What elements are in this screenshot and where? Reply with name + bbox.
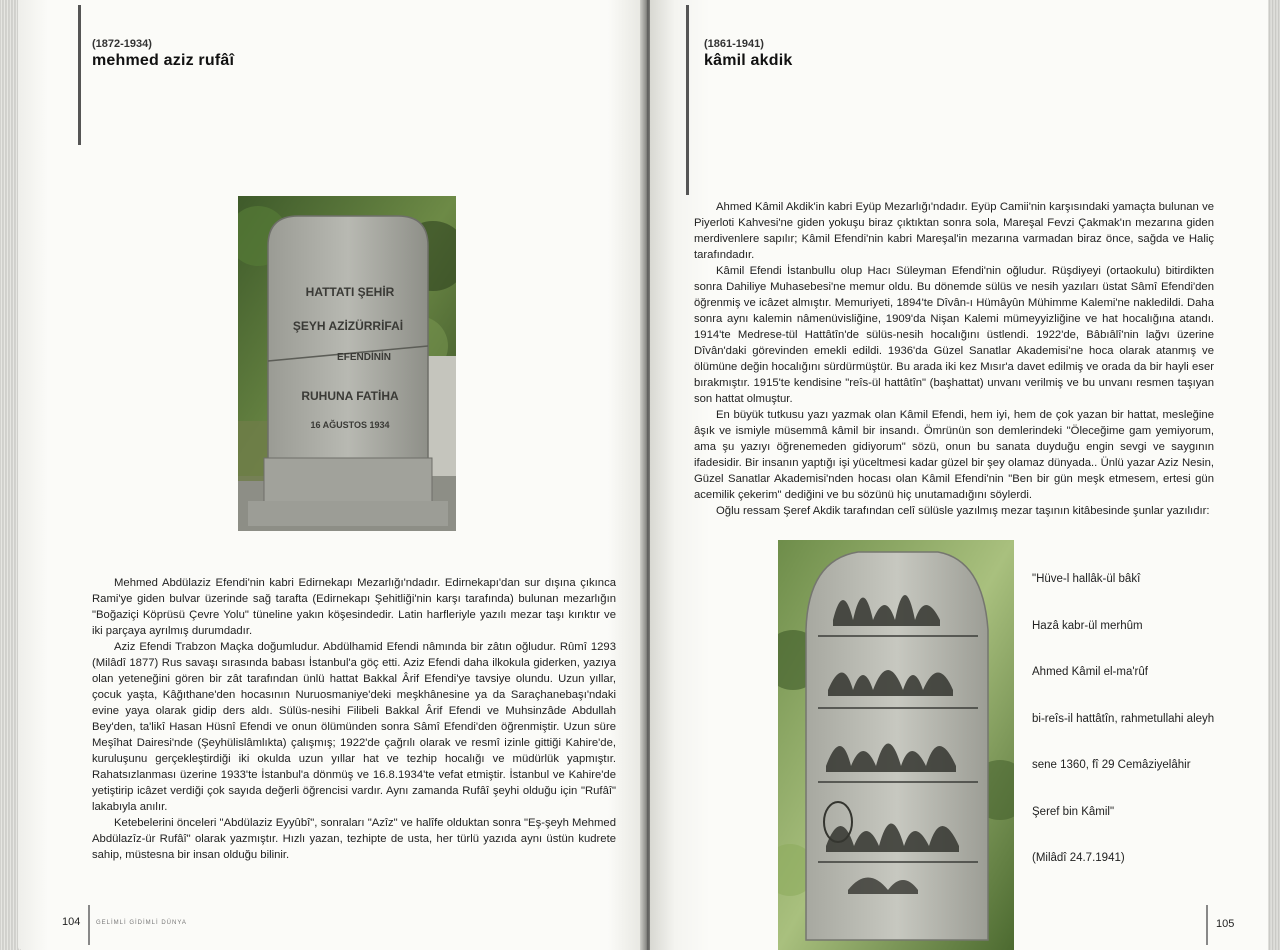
caption-line: bi-reîs-il hattâtîn, rahmetullahi aleyh: [1032, 712, 1215, 725]
paragraph: Kâmil Efendi İstanbullu olup Hacı Süleyman Efendi'nin oğludur. Rüşdiyeyi (ortaokulu) bitirdikten sonra Dahiliye Muhasebesi'ne memur oldu. Bu dönemde sülüs ve nesih yazıları üstat Sâmî Efendi'den öğrenmiş ve icâzet almıştır. Memuriyeti, 1894'te Dîvân-ı Hümâyûn Mühimme Kalemi'ne nakledildi. Daha sonra aynı kalemin nâmenüvisliğine, 1909'da Nişan Kalemi mümeyyizliğine ve hat hocalığına atandı. 1914'te Medrese-tül Hattâtîn'de sülüs-nesih hocalığını üstlendi. 1922'de, Bâbıâlî'nin lağvı üzerine Dîvân'daki görevinden emekli edildi. 1936'da Güzel Sanatlar Akademisi'ne hoca olarak atanmış ve ölümüne değin hocalığını sürdürmüştür. Bu arada iki kez Mısır'a davet edilmiş ve orada da bir hayli eser bırakmıştır. 1915'te kendisine "reîs-ül hattâtîn" (başhattat) unvanı verilmiş ve bu unvanı resmen taşıyan son hattat olmuştur.: [694, 265, 1214, 405]
inscription-line: ŞEYH AZİZÜRRİFAİ: [292, 319, 404, 333]
left-years: (1872-1934): [92, 38, 152, 50]
paragraph: En büyük tutkusu yazı yazmak olan Kâmil Efendi, hem iyi, hem de çok yazan bir hattat, mesleğine âşık ve ismiyle müsemmâ kâmil bir insandı. Ömrünün son demlerindeki "Öleceğime gam yemiyorum, ama şu yazıyı öğrenemeden gidiyorum" sözü, onun bu sanata duyduğu engin sevgi ve saygının ifadesidir. Bir insanın yaptığı işi yüceltmesi kadar güzel bir şey olamaz dünyada.. Ünlü yazar Aziz Nesin, Güzel Sanatlar Akademisi'nden hocası olan Kâmil Efendi'nin "Ben bir gün meşk etmesem, ertesi gün acemilik çekerim" dediğini ve bu sözünü hiç unutamadığını söylerdi.: [694, 409, 1214, 501]
inscription-line: RUHUNA FATİHA: [301, 389, 399, 403]
caption-line: Şeref bin Kâmil": [1032, 805, 1115, 818]
footer-rule: [1206, 905, 1208, 945]
inscription-caption: [1032, 541, 1214, 898]
right-years: (1861-1941): [704, 38, 764, 50]
page-number-right: 105: [1216, 918, 1235, 930]
left-name: mehmed aziz rufâî: [92, 52, 235, 69]
header-rule: [78, 5, 81, 145]
inscription-line: HATTATI ŞEHİR: [305, 285, 395, 299]
caption-line: "Hüve-l hallâk-ül bâkî: [1032, 573, 1141, 585]
page-edges-right: [1268, 0, 1280, 950]
caption-line: Hazâ kabr-ül merhûm: [1032, 619, 1143, 632]
paragraph: Ahmed Kâmil Akdik'in kabri Eyüp Mezarlığı'ndadır. Eyüp Camii'nin karşısındaki yamaçta bulunan ve Piyerloti Kahvesi'ne giden yokuşu biraz çıktıktan sonra sola, Mareşal Fevzi Çakmak'ın mezarına giden merdivenlere sapılır; Kâmil Efendi'nin kabri Mareşal'in mezarına varmadan biraz önce, sağda ve Haliç tarafındadır.: [694, 201, 1214, 261]
header-rule: [686, 5, 689, 195]
paragraph: Aziz Efendi Trabzon Maçka doğumludur. Abdülhamid Efendi nâmında bir zâtın oğludur. Rûmî 1293 (Milâdî 1877) Rus savaşı sırasında babası İstanbul'a göç etti. Aziz Efendi daha ilkokula giderken, yazıya olan yeteneğini gören bir zât tarafından ünlü hattat Bakkal Ârif Efendi'ye tavsiye olundu. Uzun yıllar, çocuk yaşta, Kâğıthane'den hocasının Nuruosmaniye'deki meşkhânesine ya da Saraçhanebaşı'ndaki evine yaya olarak gidip ders aldı. Sülüs-nesihi Filibeli Bakkal Ârif Efendi ve Muhsinzâde Abdullah Bey'den, ta'likî Hasan Hüsnî Efendi ve onun ölümünden sonra Sâmî Efendi'den öğrenmiştir. Uzun süre Meşîhat Dairesi'nde (Şeyhülislâmlıkta) çalışmış; 1922'de çağrılı olarak ve resmî izinle gittiği Kahire'de, kuruluşunu gerçekleştirdiği iki okulda uzun yıllar hat ve tezhip hocalığı ve müdürlük yapmıştır. Rahatsızlanması üzerine 1933'te İstanbul'a dönmüş ve 16.8.1934'te vefat etmiştir. İstanbul ve Kahire'de yetiştirip icâzet verdiği çok sayıda değerli öğrencisi vardır. Aynı zamanda Rufâî şeyhi olduğu için "Rufâî" lakabıyla anılır.: [92, 641, 616, 813]
caption-line: sene 1360, fî 29 Cemâziyelâhir: [1032, 759, 1191, 771]
paragraph: Ketebelerini önceleri "Abdülaziz Eyyûbî", sonraları "Azîz" ve halîfe olduktan sonra "Eş-şeyh Mehmed Abdülazîz-ür Rufâî" olarak yazmıştır. Hızlı yazan, tezhipte de usta, her türlü yazıda aynı üstün kudrete sahip, müstesna bir insan olduğu bilinir.: [92, 817, 616, 861]
right-name: kâmil akdik: [704, 52, 793, 69]
left-body: [92, 575, 616, 863]
tombstone-photo-left: [238, 196, 456, 531]
left-page: [18, 0, 648, 950]
right-body: [694, 199, 1214, 519]
caption-line: Ahmed Kâmil el-ma'rûf: [1032, 666, 1148, 678]
paragraph: Oğlu ressam Şeref Akdik tarafından celî sülüsle yazılmış mezar taşının kitâbesinde şunlar yazılıdır:: [716, 505, 1210, 517]
tombstone-photo-right: [778, 540, 1014, 950]
page-number-left: 104: [62, 916, 81, 928]
inscription-line: EFENDİNİN: [337, 352, 391, 363]
inscription-line: 16 AĞUSTOS 1934: [310, 420, 390, 430]
page-edges-left: [0, 0, 20, 950]
right-page: [650, 0, 1272, 950]
caption-line: (Milâdî 24.7.1941): [1032, 852, 1125, 864]
footer-rule: [88, 905, 90, 945]
paragraph: Mehmed Abdülaziz Efendi'nin kabri Edirnekapı Mezarlığı'ndadır. Edirnekapı'dan sur dışına çıkınca Rami'ye giden bulvar üzerinde sağ tarafta (Edirnekapı Şehitliği'nin karşı tarafında) bulunan mezarlığın "Boğaziçi Köprüsü Çevre Yolu" tüneline yakın köşesindedir. Latin harfleriyle yazılı mezar taşı kırıktır ve iki parçaya ayrılmış durumdadır.: [92, 577, 616, 637]
running-head: GELİMLİ GİDİMLİ DÜNYA: [96, 920, 187, 926]
